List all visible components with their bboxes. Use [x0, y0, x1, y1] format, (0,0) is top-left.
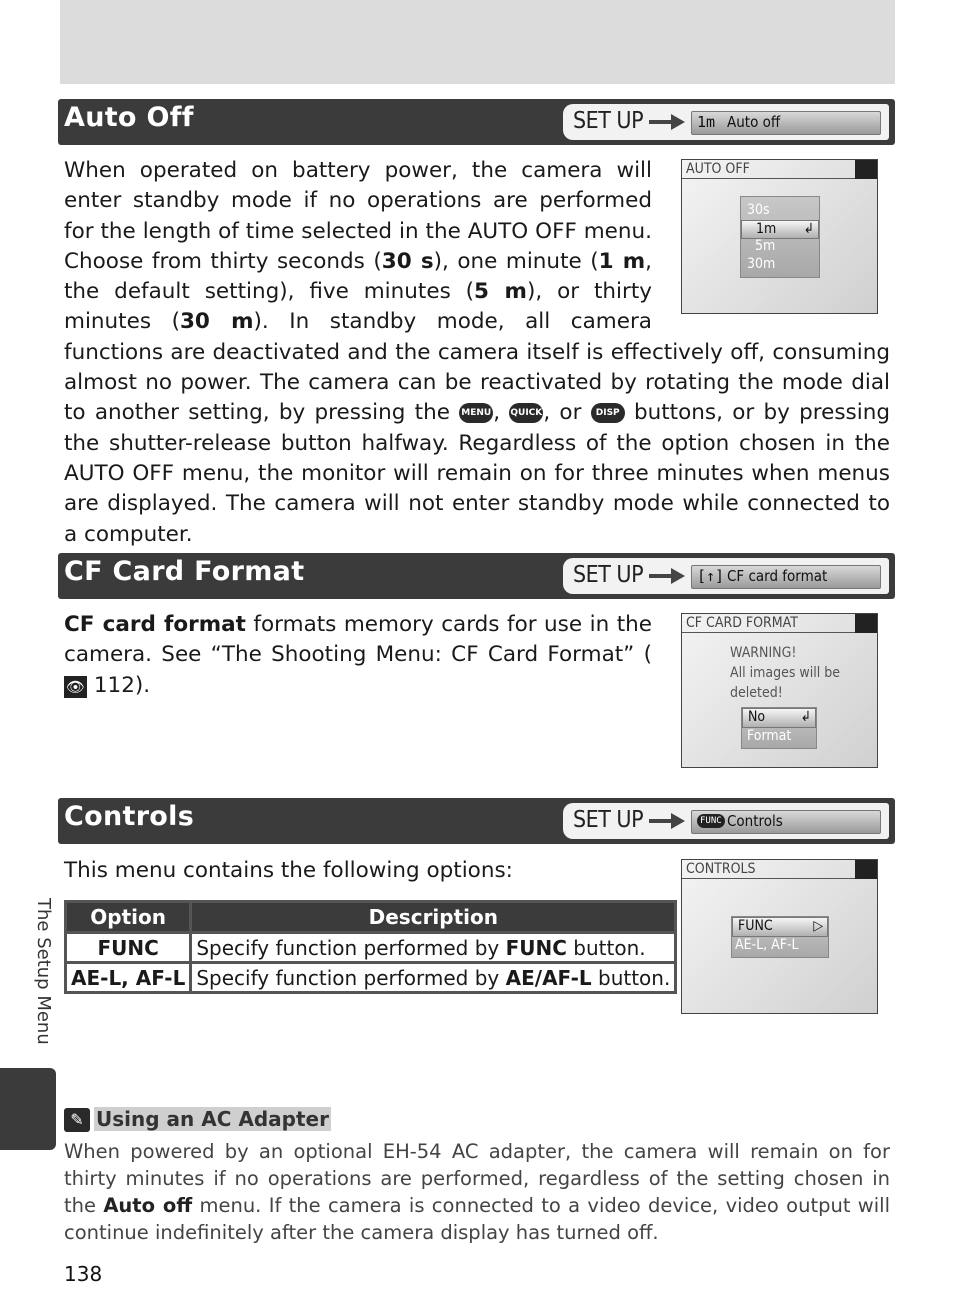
- reference-eye-icon: 👁: [66, 677, 86, 696]
- description-cell: [192, 964, 674, 991]
- lcd-title: CF CARD FORMAT: [686, 615, 798, 631]
- menu-button-icon: MENU: [459, 403, 493, 423]
- lcd-option: 5m: [755, 238, 776, 254]
- paragraph-text: ). In standby mode, all camera functions are deactivated and the camera itself is effectively off, consuming almost no power. The camera can be reactivated by rotating the mode dial to another setting, by pressing the: [64, 309, 890, 426]
- lcd-selected-option: [741, 220, 819, 239]
- section-title: CF Card Format: [64, 556, 305, 587]
- cf-format-lcd-screen: [681, 613, 878, 768]
- return-icon: ↲: [800, 709, 811, 725]
- paragraph-text: ), one minute (: [433, 248, 599, 274]
- arrow-right-icon: [649, 811, 685, 831]
- lcd-title: CONTROLS: [686, 861, 756, 877]
- lcd-option: 30m: [747, 256, 776, 272]
- setup-label: SET UP: [573, 807, 644, 833]
- warning-line: WARNING!: [730, 645, 797, 661]
- quick-button-icon: QUICK: [509, 403, 543, 423]
- lcd-header: [682, 860, 877, 879]
- lcd-option-label: FUNC: [738, 918, 773, 934]
- lcd-divider: [682, 878, 855, 879]
- section-bar-controls: [58, 798, 895, 844]
- side-label-text: The Setup Menu: [33, 898, 54, 1045]
- lcd-option-list: [731, 916, 829, 958]
- lcd-selected-option: [742, 708, 816, 728]
- section-tab: [0, 1068, 56, 1150]
- page-reference: 112).: [87, 672, 151, 698]
- warning-line: deleted!: [730, 685, 783, 701]
- lcd-option: AE-L, AF-L: [735, 937, 799, 953]
- section-bar-cf-card-format: [58, 553, 895, 599]
- desc-bold: AE/AF-L: [505, 965, 592, 990]
- auto-off-lcd-screen: [681, 159, 878, 314]
- lcd-header: [682, 614, 877, 633]
- warning-line: All images will be: [730, 665, 840, 681]
- tip-text: When powered by an optional EH-54 AC adapter, the camera will remain on for thirty minutes if no operations are performed, regardless of the setting chosen in the: [64, 1140, 890, 1217]
- section-bar-auto-off: [58, 99, 895, 145]
- section-title: Controls: [64, 801, 195, 832]
- value-30s: 30 s: [381, 248, 434, 274]
- lcd-header: [682, 160, 877, 179]
- tip-text: menu. If the camera is connected to a video device, video output will continue indefinitely after the camera display has turned off.: [64, 1194, 890, 1244]
- table-header-row: [67, 903, 674, 931]
- desc-text: button.: [591, 965, 671, 990]
- lcd-divider: [682, 178, 855, 179]
- setup-label: SET UP: [573, 562, 644, 588]
- lcd-option: 30s: [747, 202, 770, 218]
- func-icon: FUNC: [697, 814, 725, 828]
- desc-bold: FUNC: [505, 935, 567, 960]
- lcd-option: Format: [747, 728, 792, 744]
- arrow-right-icon: [649, 112, 685, 132]
- menu-item-pill: [691, 565, 881, 589]
- lcd-option-label: No: [748, 709, 766, 725]
- tip-bold: Auto off: [103, 1194, 193, 1217]
- menu-item-label: Auto off: [727, 113, 781, 131]
- page-number: 138: [64, 1262, 103, 1286]
- lcd-corner: [855, 614, 877, 633]
- table-row: [67, 964, 674, 991]
- paragraph-text: formats memory cards for use in the camera. See “The Shooting Menu: CF Card Format” (: [64, 612, 652, 668]
- options-table: [64, 900, 677, 994]
- lcd-option-list: [741, 707, 817, 749]
- side-section-label: [32, 898, 56, 1063]
- paragraph-text: buttons, or by pressing the shutter-release button halfway. Regardless of the option chosen in the AUTO OFF menu, the monitor will remain on for three minutes when menus are displayed. The camera will not enter standby mode while connected to a computer.: [64, 400, 890, 547]
- lcd-warning: [730, 643, 840, 703]
- lcd-corner: [855, 860, 877, 879]
- card-format-icon: [↑]: [697, 567, 725, 585]
- paragraph-text: , the default setting), five minutes (: [64, 248, 652, 305]
- desc-text: Specify function performed by: [196, 935, 506, 960]
- lcd-title: AUTO OFF: [686, 161, 750, 177]
- paragraph-text: When operated on battery power, the camera will enter standby mode if no operations are performed for the length of time selected in the AUTO OFF menu. Choose from thirty seconds (: [64, 158, 652, 274]
- setup-menu-path: [563, 803, 889, 839]
- lcd-selected-option: [732, 917, 828, 937]
- setup-label: SET UP: [573, 108, 644, 134]
- column-header: Option: [67, 903, 189, 931]
- tip-title: Using an AC Adapter: [96, 1107, 329, 1131]
- menu-item-pill: [691, 111, 881, 135]
- value-30m: 30 m: [179, 309, 254, 335]
- table-row: [67, 934, 674, 961]
- paragraph-text: ), or thirty minutes (: [64, 279, 652, 335]
- menu-item-label: Controls: [727, 812, 783, 830]
- separator-text: ,: [493, 400, 510, 426]
- controls-intro: This menu contains the following options:: [64, 858, 513, 883]
- option-cell: FUNC: [67, 934, 189, 961]
- bold-lead: CF card format: [64, 612, 246, 637]
- auto-off-icon: 1m: [697, 113, 716, 131]
- menu-item-pill: [691, 810, 881, 834]
- cf-format-text: [64, 610, 652, 701]
- header-band: [60, 0, 895, 84]
- value-1m: 1 m: [598, 248, 646, 274]
- menu-item-label: CF card format: [727, 567, 828, 585]
- tip-pencil-icon: ✎: [64, 1108, 90, 1132]
- section-title: Auto Off: [64, 102, 194, 133]
- desc-text: Specify function performed by: [196, 965, 506, 990]
- setup-menu-path: [563, 558, 889, 594]
- arrow-right-icon: [649, 566, 685, 586]
- arrow-right-icon: ▷: [813, 918, 823, 934]
- lcd-option-list: [740, 196, 820, 278]
- lcd-corner: [855, 160, 877, 179]
- lcd-divider: [682, 632, 855, 633]
- return-icon: ↲: [803, 221, 814, 237]
- description-cell: [192, 934, 674, 961]
- tip-body: [64, 1138, 890, 1246]
- option-cell: AE-L, AF-L: [67, 964, 189, 991]
- lcd-option-label: 1m: [756, 221, 777, 237]
- setup-menu-path: [563, 104, 889, 140]
- column-header: Description: [192, 903, 674, 931]
- separator-text: , or: [543, 400, 591, 426]
- value-5m: 5 m: [474, 279, 527, 305]
- desc-text: button.: [566, 935, 646, 960]
- controls-lcd-screen: [681, 859, 878, 1014]
- disp-button-icon: DISP: [591, 403, 625, 423]
